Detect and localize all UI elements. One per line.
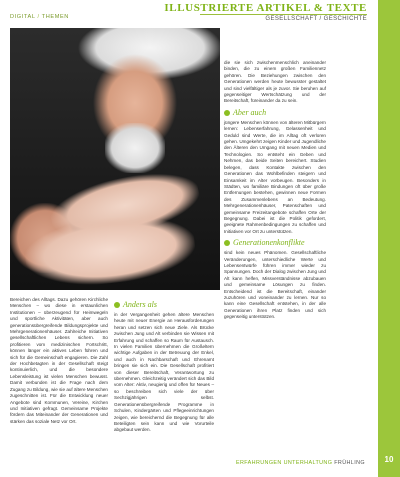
column-right-subhead-2 (224, 238, 326, 248)
bullet-dot-icon (224, 240, 230, 246)
column-right-paragraph-1: jüngere Menschen können von älteren Mitbürgern lernen: Lebenserfahrung, Gelassenheit und Geduld sind Werte, die im Alltag oft verloren gehen. Umgekehrt zeigen Kinder und Jugendliche den Älteren den Umgang mit neuen Medien und Technologien. So entsteht ein Geben und Nehmen, das beide Seiten bereichert. Studien belegen, dass Kontakte zwischen den Generationen das Wohlbefinden steigern und Einsamkeit im Alter vorbeugen. Besonders in Städten, wo familiäre Bindungen oft über große Entfernungen bestehen, gewinnen neue Formen des Zusammenlebens an Bedeutung. Mehrgenerationenhäuser, Patenschaften und gemeinsame Freizeitangebote schaffen Orte der Begegnung. Dabei ist die Politik gefordert, geeignete Rahmenbedingungen zu schaffen und Initiativen vor Ort zu unterstützen. (224, 119, 326, 234)
article-column-middle (114, 297, 214, 437)
photo-beard-shape (105, 123, 165, 173)
bullet-dot-icon (114, 302, 120, 308)
article-photo (10, 28, 220, 290)
footer-magazine: ERFAHRUNGEN UNTERHALTUNG (235, 460, 333, 466)
column-right-intro: die sie sich zwischenmenschlich aneinander binden, die zu einem großen Familiennetz gehören. Die Beziehungen zwischen den Generationen werden heute bewusster gestaltet und sind vielfältiger als je zuvor. Sie beruhen auf gegenseitiger Wertschätzung und der Bereitschaft, füreinander da zu sein. (224, 60, 326, 104)
column-middle-paragraph: in der Vergangenheit gehen ältere Menschen heute mit neuer Energie an Herausforderungen heran und setzen sich neue Ziele. Als Brücke zwischen Jung und Alt verbinden sie Wissen mit Erfahrung und schaffen so Raum für Austausch. In vielen Familien übernehmen die Großeltern wichtige Aufgaben in der Betreuung der Enkel, und auch in Nachbarschaft und Ehrenamt bringen sie sich ein. Die Gesellschaft profitiert von dieser Bereitschaft, Verantwortung zu übernehmen. Gleichzeitig verändert sich das Bild vom Alter: Aktiv, neugierig und offen für Neues – so beschreiben sich viele der über Sechzigjährigen selbst. Generationenübergreifende Programme in Schulen, Kindergärten und Pflegeeinrichtungen zeigen, wie bereichernd die Begegnung für alle Beteiligten sein kann und wie Vorurteile abgebaut werden. (114, 312, 214, 433)
page-footer (236, 460, 365, 466)
column-left-paragraph: Bereichen des Alltags. Dazu gehören Kirchliche Menschen – wo diese in erstaunlichen Institutionen – überzeugend für Heimwegeln und sportliche Aktivitäten, aber auch generationsübergreifende Bildungsprojekte und Mehrgenerationenhäuser. Zahlreiche Initiativen gesellschaftlichen Lebens sichern. So profitieren vom medizinischen Fortschritt, können länger ein aktives Leben führen und sich für die Gemeinschaft engagieren. Die Zahl der Hochbetagten in der Gesellschaft steigt kontinuierlich, und die besondere Lebensleistung ist vielen Menschen bewusst. Damit verbunden ist die Frage nach dem Zugang zu Bildung, wie sie auf ältere Menschen zugeschnitten ist. Für die Entwicklung neuer Angebote sind Kommunen, Vereine, Kirchen und Initiativen gefragt. Gemeinsame Projekte fördern das Miteinander der Generationen und stärken das soziale Netz vor Ort. (10, 297, 108, 424)
column-right-paragraph-2: sind kein neues Phänomen. Gesellschaftliche Veränderungen, unterschiedliche Werte und Lebensentwürfe führen immer wieder zu Spannungen. Doch der Dialog zwischen Jung und Alt kann helfen, Missverständnisse abzubauen und gemeinsame Lösungen zu finden. Entscheidend ist die Bereitschaft, einander zuzuhören und voneinander zu lernen. Nur so kann eine Gesellschaft entstehen, in der alle Generationen ihren Platz finden und sich gegenseitig unterstützen. (224, 250, 326, 320)
section-label-primary: DIGITAL (10, 14, 36, 20)
column-right-subhead-2-text: Generationenkonflikte (233, 238, 305, 248)
column-middle-subhead-text: Anders als (123, 300, 157, 309)
side-color-bar (378, 0, 400, 477)
section-label-separator: / (37, 14, 40, 20)
section-label (10, 14, 69, 20)
top-banner (0, 0, 400, 26)
footer-issue: FRÜHLING (334, 460, 365, 466)
article-column-right (224, 60, 326, 324)
page-subtitle: GESELLSCHAFT / GESCHICHTE (265, 16, 367, 22)
article-column-left (10, 297, 108, 428)
page-number: 10 (384, 455, 394, 464)
banner-rule (200, 14, 367, 15)
column-middle-subhead (114, 300, 214, 310)
page-title: ILLUSTRIERTE ARTIKEL & TEXTE (164, 2, 367, 14)
column-right-subhead-1-text: Aber auch (233, 107, 267, 117)
section-label-secondary: THEMEN (41, 14, 69, 20)
bullet-dot-icon (224, 110, 230, 116)
column-right-subhead-1 (224, 108, 326, 118)
